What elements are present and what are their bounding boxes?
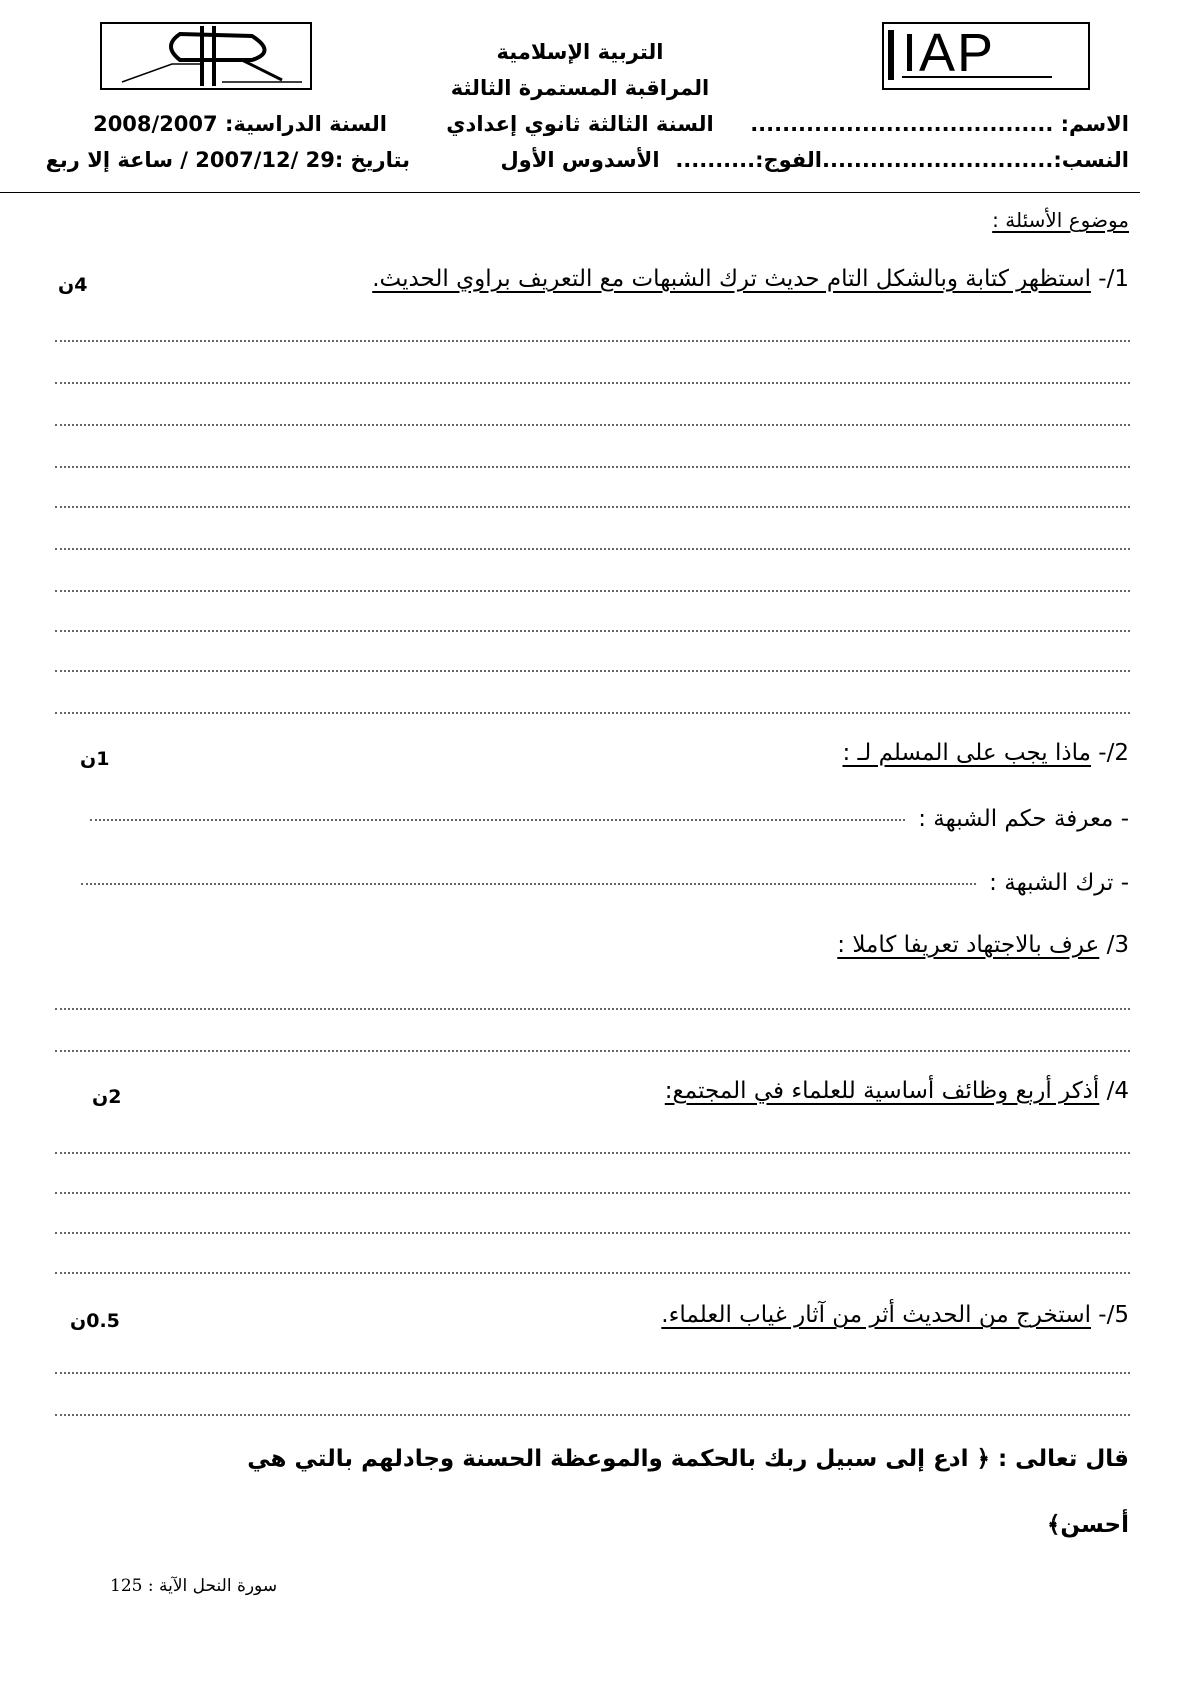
question-6-text: قال تعالى : ﴿ ادع إلى سبيل ربك بالحكمة والموعظة الحسنة وجادلهم بالتي هي <box>247 1446 1129 1472</box>
monogram-logo-icon <box>102 24 310 88</box>
answer-line <box>55 506 1130 508</box>
answer-line <box>55 548 1130 550</box>
answer-line <box>55 1372 1130 1374</box>
question-2-item-2-label: - ترك الشبهة : <box>989 870 1129 896</box>
question-2-item-1 <box>90 806 1129 832</box>
questions-title: موضوع الأسئلة : <box>992 208 1129 232</box>
question-4-text: أذكر أربع وظائف أساسية للعلماء في المجتمع: <box>664 1078 1100 1104</box>
grade-level: السنة الثالثة ثانوي إعدادي <box>446 112 714 136</box>
answer-line <box>90 819 905 821</box>
answer-line <box>55 670 1130 672</box>
semester: الأسدوس الأول <box>500 148 660 172</box>
question-4 <box>665 1078 1129 1104</box>
answer-line <box>55 1414 1130 1416</box>
question-3-text: عرف بالاجتهاد تعريفا كاملا : <box>837 932 1100 958</box>
subject-name: التربية الإسلامية <box>496 40 664 64</box>
logo-text: IAP <box>902 23 996 83</box>
answer-line <box>55 1152 1130 1154</box>
answer-line <box>81 883 976 885</box>
answer-line <box>55 1008 1130 1010</box>
answer-line <box>55 466 1130 468</box>
student-name-field: الاسم: ...................................... <box>750 112 1129 136</box>
question-5-points: 0.5ن <box>70 1310 120 1332</box>
exam-type: المراقبة المستمرة الثالثة <box>450 76 710 100</box>
question-2-item-1-label: - معرفة حكم الشبهة : <box>918 806 1129 832</box>
school-logo-left <box>100 22 312 90</box>
answer-line <box>55 590 1130 592</box>
question-2-text: ماذا يجب على المسلم لـ : <box>842 740 1091 766</box>
answer-line <box>55 712 1130 714</box>
question-2-item-2 <box>81 870 1129 896</box>
question-1-number: 1/- <box>1098 266 1129 292</box>
answer-line <box>55 424 1130 426</box>
logo-bar-icon <box>888 30 894 80</box>
school-year: السنة الدراسية: 2008/2007 <box>93 112 387 136</box>
question-5 <box>661 1302 1129 1328</box>
answer-line <box>55 382 1130 384</box>
question-5-number: 5/- <box>1098 1302 1129 1328</box>
question-1-points: 4ن <box>58 274 88 296</box>
answer-line <box>55 1192 1130 1194</box>
question-5-text: استخرج من الحديث أثر من آثار غياب العلماء. <box>661 1302 1091 1328</box>
question-1 <box>372 266 1129 292</box>
student-surname-group-field: النسب:.............................الفوج:.......... <box>675 148 1129 172</box>
question-2-number: 2/- <box>1098 740 1129 766</box>
answer-line <box>55 340 1130 342</box>
header-divider <box>0 192 1140 193</box>
logo-underline <box>902 76 1052 78</box>
answer-line <box>55 1050 1130 1052</box>
question-3-number: 3/ <box>1106 932 1129 958</box>
question-3 <box>837 932 1129 958</box>
answer-line <box>55 1272 1130 1274</box>
question-1-text: استظهر كتابة وبالشكل التام حديث ترك الشبهات مع التعريف براوي الحديث. <box>372 266 1091 292</box>
question-4-number: 4/ <box>1106 1078 1129 1104</box>
verse-citation: سورة النحل الآية : 125 <box>110 1576 278 1596</box>
question-4-points: 2ن <box>92 1086 122 1108</box>
question-6 <box>247 1446 1129 1472</box>
question-2-points: 1ن <box>80 748 110 770</box>
question-6-continued: أحسن﴾ <box>1046 1512 1129 1538</box>
answer-line <box>55 1232 1130 1234</box>
question-2 <box>842 740 1129 766</box>
school-logo-right <box>882 22 1090 90</box>
answer-line <box>55 630 1130 632</box>
exam-date: بتاريخ :29 /2007/12 / ساعة إلا ربع <box>45 148 410 172</box>
